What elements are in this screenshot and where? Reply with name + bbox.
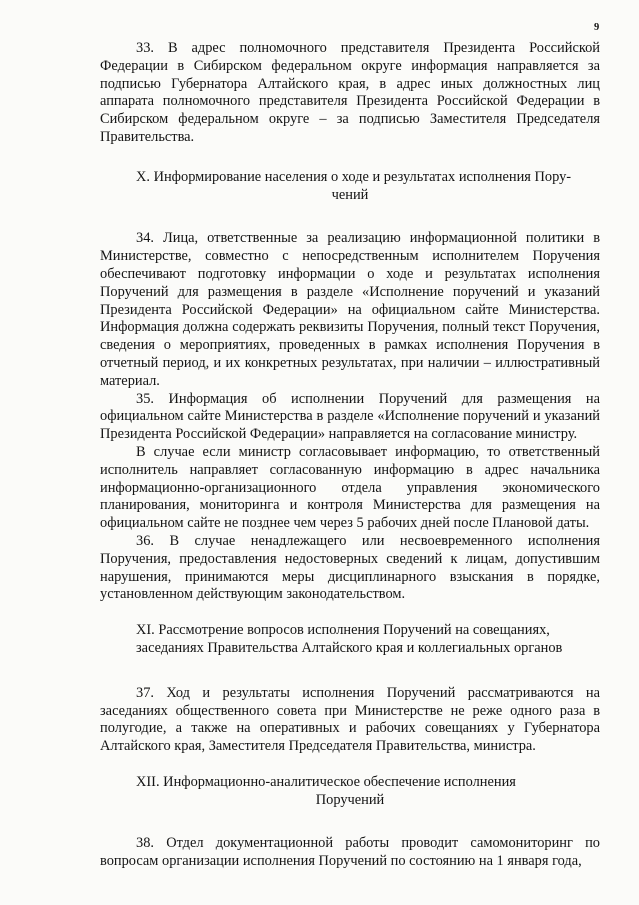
heading-xii-line-2: Поручений (315, 791, 385, 808)
paragraph-36: 36. В случае ненадлежащего или несвоевременного исполнения Поручения, предоставления недостоверных сведений к лицам, допустившим нарушения, принимаются меры дисциплинарного взыскания в порядке, установленном действующим законодательством. (100, 532, 600, 603)
paragraph-34: 34. Лица, ответственные за реализацию информационной политики в Министерстве, совместно с непосредственным исполнителем Поручения обеспечивают подготовку информации о ходе и результатах исполнения Поручений для размещения в разделе «Исполнение поручений и указаний Президента Российской Федерации» на официальном сайте Министерства. Информация должна содержать реквизиты Поручения, полный текст Поручения, сведения о мероприятиях, проведенных в рамках исполнения Поручения в отчетный период, и их конкретных результатах, при наличии – иллюстративный материал. (100, 230, 600, 389)
section-heading-xii (100, 774, 600, 810)
paragraph-35: 35. Информация об исполнении Поручений для размещения на официальном сайте Министерства в разделе «Исполнение поручений и указаний Президента Российской Федерации» направляется на согласование министру. (100, 390, 600, 443)
document-body (100, 40, 600, 871)
paragraph-37: 37. Ход и результаты исполнения Поручений рассматриваются на заседаниях общественного совета при Министерстве не реже одного раза в полугодие, а также на оперативных и рабочих совещаниях у Губернатора Алтайского края, Заместителя Председателя Правительства, министра. (100, 684, 600, 755)
heading-xi-line-1: XI. Рассмотрение вопросов исполнения Поручений на совещаниях, (136, 622, 550, 639)
heading-xi-line-2: заседаниях Правительства Алтайского края и коллегиальных органов (136, 639, 563, 656)
heading-xii-line-1: XII. Информационно-аналитическое обеспечение исполнения (136, 773, 516, 790)
heading-x-line-1: X. Информирование населения о ходе и результатах исполнения Пору- (136, 168, 572, 185)
paragraph-33: 33. В адрес полномочного представителя Президента Российской Федерации в Сибирском федеральном округе информация направляется за подписью Губернатора Алтайского края, в адрес иных должностных лиц аппарата полномочного представителя Президента Российской Федерации в Сибирском федеральном округе – за подписью Заместителя Председателя Правительства. (100, 40, 600, 145)
section-heading-xi (100, 622, 600, 658)
paragraph-35-continued: В случае если министр согласовывает информацию, то ответственный исполнитель направляет согласованную информацию в адрес начальника информационно-организационного отдела управления экономического планирования, мониторинга и контроля Министерства для размещения на официальном сайте не позднее чем через 5 рабочих дней после Плановой даты. (100, 443, 600, 532)
heading-x-line-2: чений (331, 186, 369, 203)
section-heading-x (100, 169, 600, 205)
page-number: 9 (594, 22, 600, 33)
paragraph-38: 38. Отдел документационной работы проводит самомониторинг по вопросам организации исполнения Поручений по состоянию на 1 января года, (100, 835, 600, 870)
